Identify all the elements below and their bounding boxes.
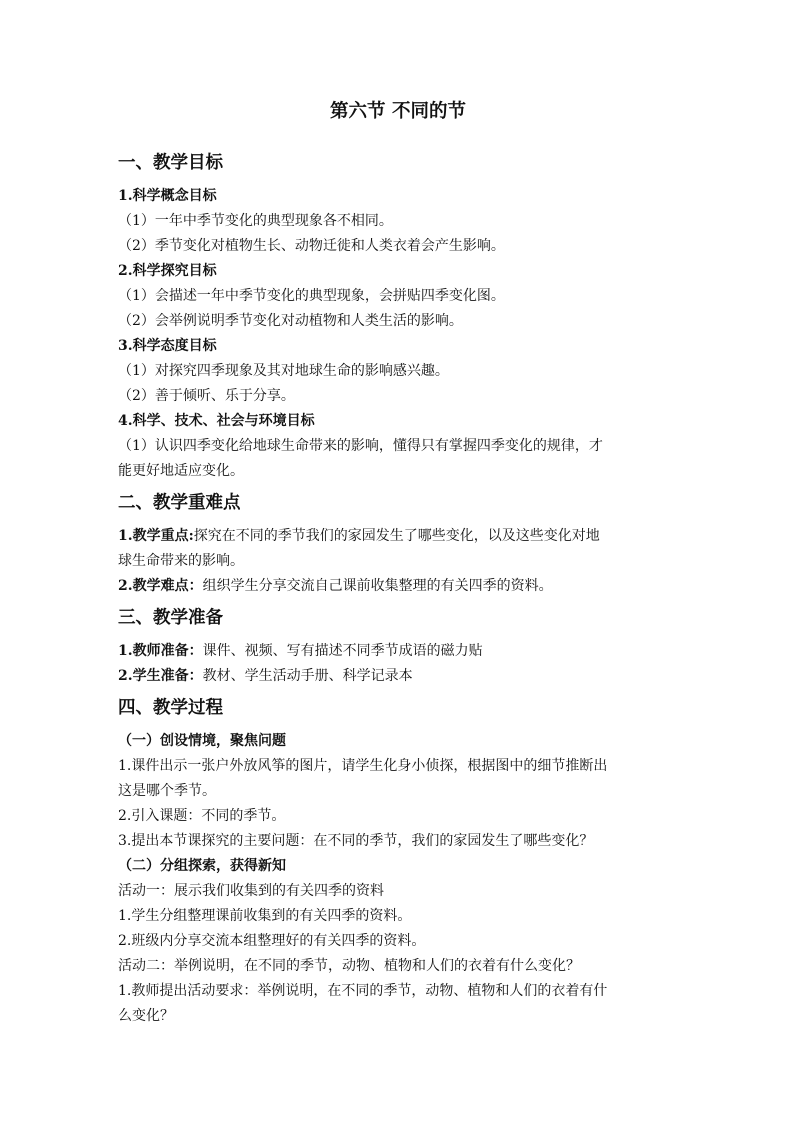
paragraph-line: 2.引入课题：不同的季节。 bbox=[118, 808, 286, 824]
paragraph-line: （1）会描述一年中季节变化的典型现象，会拼贴四季变化图。 bbox=[118, 288, 505, 304]
paragraph-line: （1）认识四季变化给地球生命带来的影响，懂得只有掌握四季变化的规律，才 bbox=[118, 438, 603, 454]
section-heading: 四、教学过程 bbox=[118, 698, 223, 718]
paragraph-line: （2）会举例说明季节变化对动植物和人类生活的影响。 bbox=[118, 313, 463, 329]
section-heading: 三、教学准备 bbox=[118, 608, 223, 628]
paragraph-line: 这是哪个季节。 bbox=[118, 783, 216, 799]
paragraph-line: 球生命带来的影响。 bbox=[118, 553, 244, 569]
subheading: 4.科学、技术、社会与环境目标 bbox=[118, 413, 315, 429]
section-process bbox=[118, 693, 678, 1029]
paragraph-line: （1）对探究四季现象及其对地球生命的影响感兴趣。 bbox=[118, 363, 449, 379]
section-teaching-goals bbox=[118, 148, 678, 484]
line-text: 教材、学生活动手册、科学记录本 bbox=[202, 668, 413, 684]
line-prefix: 1.教学重点: bbox=[118, 528, 194, 544]
paragraph-line bbox=[118, 574, 678, 599]
section-preparation bbox=[118, 603, 678, 689]
paragraph-line: （2）善于倾听、乐于分享。 bbox=[118, 388, 295, 404]
section-key-points bbox=[118, 488, 678, 599]
subheading: 1.科学概念目标 bbox=[118, 188, 217, 204]
section-heading: 一、教学目标 bbox=[118, 153, 223, 173]
paragraph-line bbox=[118, 639, 678, 664]
subheading: （二）分组探索，获得新知 bbox=[118, 858, 286, 874]
paragraph-line: 能更好地适应变化。 bbox=[118, 463, 244, 479]
paragraph-line bbox=[118, 664, 678, 689]
paragraph-line: （2）季节变化对植物生长、动物迁徙和人类衣着会产生影响。 bbox=[118, 238, 505, 254]
line-prefix: 2.学生准备： bbox=[118, 668, 203, 684]
paragraph-line: 么变化？ bbox=[118, 1008, 174, 1024]
line-text: 课件、视频、写有描述不同季节成语的磁力贴 bbox=[202, 643, 483, 659]
paragraph-line: 2.班级内分享交流本组整理好的有关四季的资料。 bbox=[118, 933, 426, 949]
subheading: （一）创设情境，聚焦问题 bbox=[118, 733, 286, 749]
paragraph-line: 活动一：展示我们收集到的有关四季的资料 bbox=[118, 883, 384, 899]
section-heading: 二、教学重难点 bbox=[118, 493, 241, 513]
paragraph-line: 1.课件出示一张户外放风筝的图片，请学生化身小侦探，根据图中的细节推断出 bbox=[118, 758, 608, 774]
paragraph-line bbox=[118, 524, 678, 549]
line-prefix: 1.教师准备： bbox=[118, 643, 203, 659]
document-title: 第六节 不同的节 bbox=[330, 101, 466, 122]
paragraph-line: 3.提出本节课探究的主要问题：在不同的季节，我们的家园发生了哪些变化？ bbox=[118, 833, 594, 849]
paragraph-line: 活动二：举例说明，在不同的季节，动物、植物和人们的衣着有什么变化？ bbox=[118, 958, 580, 974]
line-text: 组织学生分享交流自己课前收集整理的有关四季的资料。 bbox=[202, 578, 553, 594]
paragraph-line: （1）一年中季节变化的典型现象各不相同。 bbox=[118, 213, 393, 229]
line-prefix: 2.教学难点： bbox=[118, 578, 203, 594]
line-text: 探究在不同的季节我们的家园发生了哪些变化，以及这些变化对地 bbox=[193, 528, 600, 544]
subheading: 2.科学探究目标 bbox=[118, 263, 217, 279]
paragraph-line: 1.教师提出活动要求：举例说明，在不同的季节，动物、植物和人们的衣着有什 bbox=[118, 983, 608, 999]
document-page bbox=[118, 96, 678, 1029]
subheading: 3.科学态度目标 bbox=[118, 338, 217, 354]
paragraph-line: 1.学生分组整理课前收集到的有关四季的资料。 bbox=[118, 908, 412, 924]
